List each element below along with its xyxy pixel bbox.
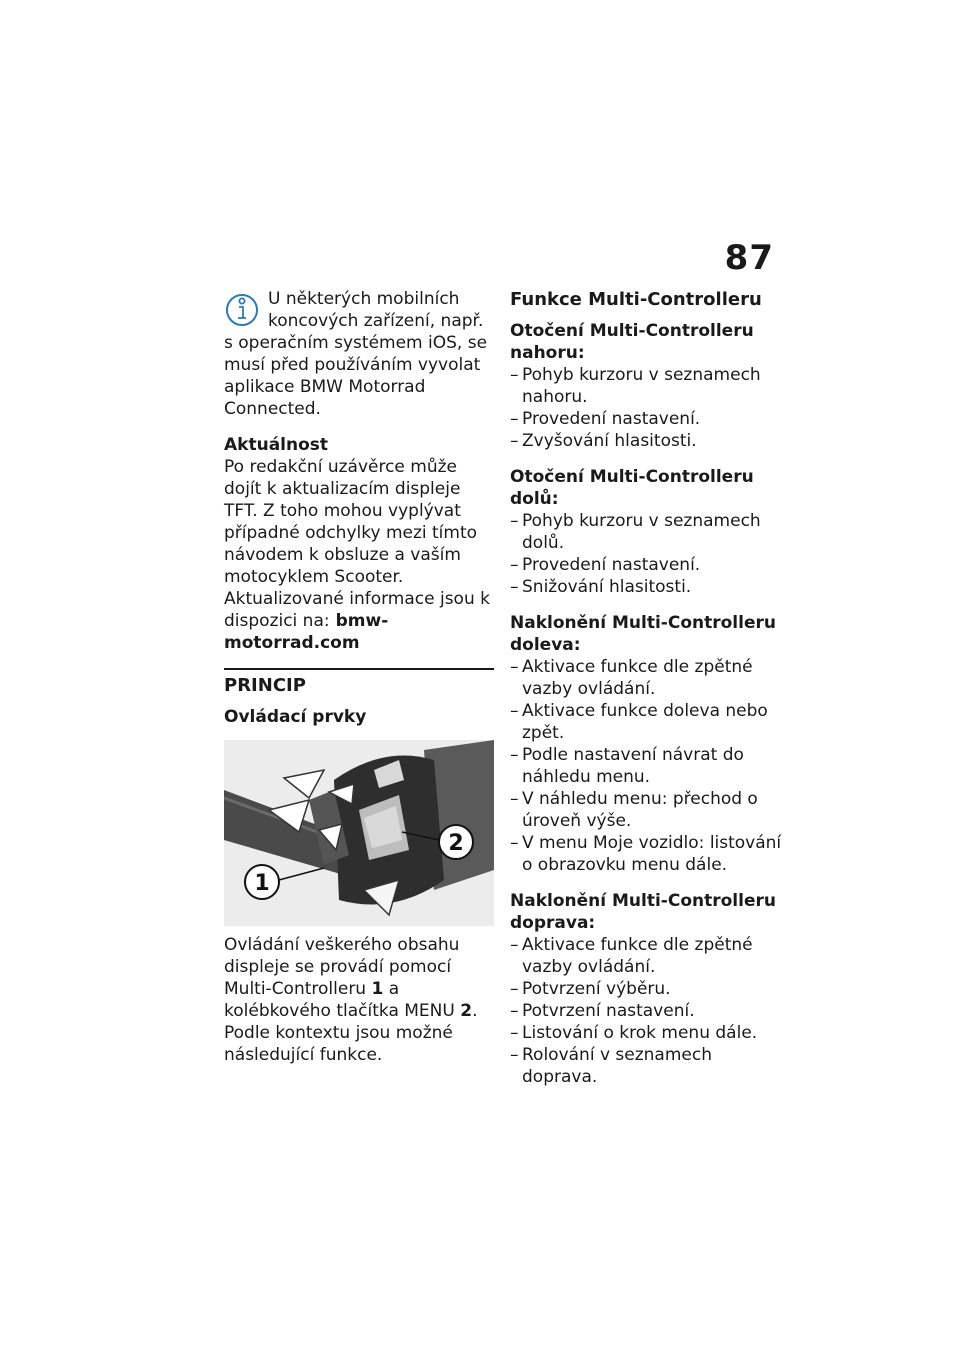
note-text: s operačním systémem iOS, se musí před používáním vyvolat aplikace BMW Motorrad Connected. (224, 333, 488, 419)
dash-bullet: – (510, 657, 519, 677)
dash-bullet: – (510, 979, 519, 999)
list-item (510, 430, 782, 452)
function-list (510, 934, 782, 1088)
figure-label-2: 2 (448, 831, 464, 856)
dash-bullet: – (510, 1001, 519, 1021)
dash-bullet: – (510, 1023, 519, 1043)
dash-bullet: – (510, 511, 519, 531)
left-column (224, 288, 494, 1066)
aktualnost-heading: Aktuálnost (224, 435, 329, 455)
function-group-heading: Naklonění Multi-Controlleru doprava: (510, 891, 776, 933)
description-text (224, 934, 494, 1022)
list-item-text: Aktivace funkce doleva nebo zpět. (522, 701, 768, 743)
list-item (510, 788, 782, 832)
dash-bullet: – (510, 431, 519, 451)
dash-bullet: – (510, 555, 519, 575)
list-item (510, 934, 782, 978)
list-item-text: Rolování v seznamech doprava. (522, 1045, 712, 1087)
list-item-text: Aktivace funkce dle zpětné vazby ovládání. (522, 935, 753, 977)
section-rule (224, 668, 494, 670)
function-group-heading: Naklonění Multi-Controlleru doleva: (510, 613, 776, 655)
function-list (510, 510, 782, 598)
list-item-text: Provedení nastavení. (522, 409, 701, 429)
info-icon (224, 290, 260, 330)
list-item (510, 1044, 782, 1088)
list-item (510, 554, 782, 576)
dash-bullet: – (510, 1045, 519, 1065)
description-ref-2: 2 (460, 1001, 473, 1021)
list-item (510, 1000, 782, 1022)
right-column (510, 288, 782, 1088)
page-number: 87 (724, 238, 774, 278)
list-item (510, 744, 782, 788)
list-item-text: V náhledu menu: přechod o úroveň výše. (522, 789, 758, 831)
info-note (224, 288, 494, 420)
dash-bullet: – (510, 409, 519, 429)
functions-title: Funkce Multi-Controlleru (510, 289, 762, 310)
function-group-heading: Otočení Multi-Controlleru dolů: (510, 467, 754, 509)
note-line-2: koncových zařízení, např. (268, 311, 484, 331)
list-item-text: Potvrzení nastavení. (522, 1001, 695, 1021)
list-item-text: Podle nastavení návrat do náhledu menu. (522, 745, 744, 787)
aktualnost-body: Po redakční uzávěrce může dojít k aktualizacím displeje TFT. Z toho mohou vyplývat případné odchylky mezi tímto návodem k obsluze a vaším motocyklem Scooter. Aktualizované informace jsou k dispozici na: (224, 457, 490, 631)
handlebar-illustration (224, 740, 494, 926)
aktualnost-text (224, 456, 494, 654)
dash-bullet: – (510, 577, 519, 597)
figure-label-1: 1 (254, 871, 270, 896)
controls-photo (224, 740, 494, 926)
list-item-text: Aktivace funkce dle zpětné vazby ovládání. (522, 657, 753, 699)
dash-bullet: – (510, 701, 519, 721)
section-subtitle: Ovládací prvky (224, 707, 367, 727)
list-item-text: Provedení nastavení. (522, 555, 701, 575)
function-list (510, 364, 782, 452)
list-item (510, 408, 782, 430)
dash-bullet: – (510, 833, 519, 853)
description-part-3: . (472, 1001, 478, 1021)
function-groups (510, 320, 782, 1088)
list-item (510, 656, 782, 700)
function-list (510, 656, 782, 876)
description-part-2: a kolébkového tlačítka MENU (224, 979, 455, 1021)
list-item-text: Pohyb kurzoru v seznamech nahoru. (522, 365, 761, 407)
list-item (510, 576, 782, 598)
dash-bullet: – (510, 935, 519, 955)
description-part-1: Ovládání veškerého obsahu displeje se provádí pomocí Multi-Controlleru (224, 935, 460, 999)
list-item (510, 832, 782, 876)
list-item-text: Zvyšování hlasitosti. (522, 431, 697, 451)
list-item-text: Potvrzení výběru. (522, 979, 671, 999)
list-item-text: Pohyb kurzoru v seznamech dolů. (522, 511, 761, 553)
dash-bullet: – (510, 789, 519, 809)
list-item (510, 700, 782, 744)
list-item (510, 510, 782, 554)
website-link[interactable]: bmw-motorrad.com (224, 611, 389, 653)
description-context: Podle kontextu jsou možné následující funkce. (224, 1023, 453, 1065)
function-group-heading: Otočení Multi-Controlleru nahoru: (510, 321, 754, 363)
list-item-text: V menu Moje vozidlo: listování o obrazovku menu dále. (522, 833, 782, 875)
section-title: PRINCIP (224, 675, 306, 696)
list-item (510, 364, 782, 408)
description-ref-1: 1 (371, 979, 384, 999)
list-item-text: Listování o krok menu dále. (522, 1023, 758, 1043)
dash-bullet: – (510, 745, 519, 765)
dash-bullet: – (510, 365, 519, 385)
list-item (510, 1022, 782, 1044)
note-line-1: U některých mobilních (268, 289, 460, 309)
list-item-text: Snižování hlasitosti. (522, 577, 692, 597)
list-item (510, 978, 782, 1000)
